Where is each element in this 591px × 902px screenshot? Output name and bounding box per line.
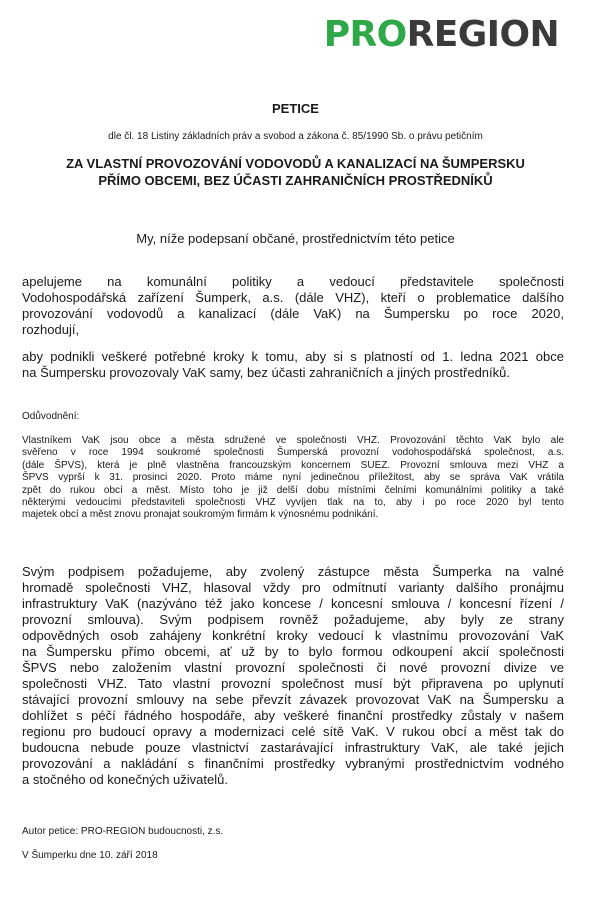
- document-subtitle: dle čl. 18 Listiny základních práv a svobod a zákona č. 85/1990 Sb. o právu petičním: [108, 131, 483, 142]
- document-title: PETICE: [272, 101, 319, 116]
- reason-line: ŠPVS vyprší k 31. prosinci 2020. Proto máme nyní jedinečnou příležitost, aby se správa VaK vrátila: [22, 472, 564, 484]
- demand-line: dohlížet s péčí řádného hospodáře, aby veškeré finanční prostředky zůstaly v našem: [22, 708, 564, 723]
- demand-line: Svým podpisem požadujeme, aby zvolený zástupce města Šumperka na valné: [22, 564, 564, 579]
- reason-line: některými vedoucími představiteli společnosti VHZ vyvíjen tlak na to, aby i po roce 2020 byl tento: [22, 497, 564, 509]
- demand-line: provozní smlouva). Svým podpisem rovněž požadujeme, aby byly ze strany: [22, 612, 564, 627]
- petition-intro: My, níže podepsaní občané, prostřednictvím této petice: [136, 231, 455, 246]
- headline-line-1: ZA VLASTNÍ PROVOZOVÁNÍ VODOVODŮ A KANALIZACÍ NA ŠUMPERSKU: [66, 156, 525, 171]
- reason-paragraph: [22, 435, 564, 522]
- demand-line: ŠPVS nebo založením vlastní provozní společnosti či nové provozní divize ve: [22, 660, 564, 675]
- appeal-line: apelujeme na komunální politiky a vedoucí představitele společnosti: [22, 274, 564, 289]
- appeal-paragraph: [22, 274, 564, 338]
- demand-line: společnosti VHZ. Tato vlastní provozní společnost musí být připravena po uplynutí: [22, 676, 564, 691]
- proregion-logo: [323, 14, 559, 55]
- demand-paragraph: [22, 564, 564, 788]
- request-line: na Šumpersku provozovaly VaK samy, bez účasti zahraničních a jiných prostředníků.: [22, 365, 510, 380]
- reason-line: (dále ŠPVS), která je plně vlastněna francouzským koncernem SUEZ. Provozní smlouva mezi VHZ a: [22, 459, 564, 471]
- reason-line: majetek obcí a měst znovu pronajat soukromým firmám k výnosnému podnikání.: [22, 509, 379, 521]
- petition-date: V Šumperku dne 10. září 2018: [22, 850, 158, 861]
- demand-line: a stočného od konečných uživatelů.: [22, 772, 228, 787]
- reason-line: zpět do rukou obcí a měst. Místo toho je již delší dobu místními čelními komunálními politiky a také: [22, 484, 564, 496]
- demand-line: hromadě společnosti VHZ, hlasoval vždy pro odmítnutí varianty dalšího pronájmu: [22, 580, 564, 595]
- appeal-line: provozování vodovodů a kanalizací (dále VaK) na Šumpersku po roce 2020,: [22, 306, 564, 321]
- reason-line: Vlastníkem VaK jsou obce a města sdružené ve společnosti VHZ. Provozování těchto VaK bylo ale: [22, 435, 564, 446]
- petition-headline: [30, 155, 561, 189]
- demand-line: odpovědných osob zahájeny konkrétní kroky vedoucí k vlastnímu provozování VaK: [22, 628, 564, 643]
- demand-line: regionu pro budoucí opravy a modernizaci celé sítě VaK. V rukou obcí a měst tak do: [22, 724, 564, 739]
- demand-line: budoucna nebude pouze vlastnictví zastarávající infrastruktury VaK, ale také jejich: [22, 740, 564, 755]
- appeal-line: Vodohospodářská zařízení Šumperk, a.s. (dále VHZ), kteří o problematice dalšího: [22, 290, 564, 305]
- reason-label: Odůvodnění:: [22, 411, 80, 422]
- petition-author: Autor petice: PRO-REGION budoucnosti, z.s.: [22, 826, 224, 837]
- appeal-line: rozhodují,: [22, 322, 80, 337]
- demand-line: stávající provozní smlouvy na sebe převzít závazek provozovat VaK na Šumpersku a: [22, 692, 564, 707]
- logo-region: REGION: [406, 14, 559, 55]
- demand-line: na Šumpersku přímo obcemi, ať už by to bylo formou odkoupení akcií společnosti: [22, 644, 564, 659]
- request-paragraph: [22, 349, 564, 381]
- request-line: aby podnikli veškeré potřebné kroky k tomu, aby si s platností od 1. ledna 2021 obce: [22, 349, 564, 364]
- demand-line: provozování a nakládání s finančními prostředky vybranými prostřednictvím vodného: [22, 756, 564, 771]
- reason-line: svěřeno v roce 1994 soukromé společnosti Šumperská provozní vodohospodářská společnost, a.s.: [22, 447, 564, 459]
- headline-line-2: PŘÍMO OBCEMI, BEZ ÚČASTI ZAHRANIČNÍCH PROSTŘEDNÍKŮ: [98, 173, 493, 188]
- logo-pro: PRO: [323, 14, 407, 55]
- demand-line: infrastruktury VaK (nazýváno též jako koncese / koncesní smlouva / koncesní řízení /: [22, 596, 564, 611]
